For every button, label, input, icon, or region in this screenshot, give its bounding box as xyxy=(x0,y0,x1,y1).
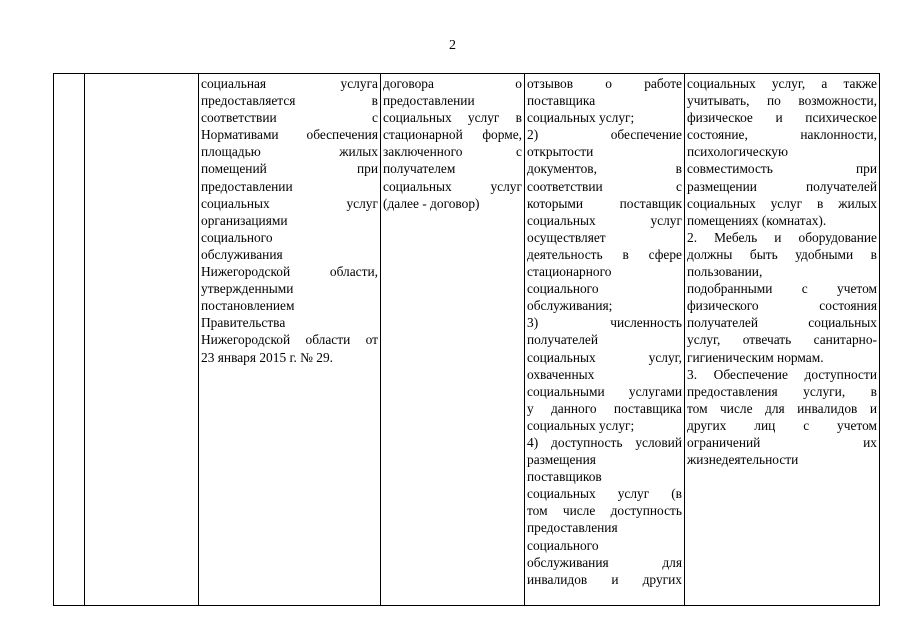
text-line: размещении получателей xyxy=(687,178,877,194)
text-line: других лиц с учетом xyxy=(687,417,877,433)
text-line: постановлением xyxy=(201,298,295,314)
text-line: социальными услугами xyxy=(527,383,682,399)
text-line: социальных услуг xyxy=(527,212,682,228)
text-line: предоставления xyxy=(527,520,618,536)
text-line: получателей xyxy=(527,332,598,348)
text-line: предоставлении xyxy=(201,178,293,194)
text-line: подобранными с учетом xyxy=(687,281,877,297)
text-line: жизнедеятельности xyxy=(687,452,799,468)
text-line: социальных услуг, а также xyxy=(687,76,877,91)
text-line: обслуживания; xyxy=(527,298,613,314)
text-line: получателем xyxy=(383,161,456,177)
text-line: социального xyxy=(527,281,599,297)
text-line: отзывов о работе xyxy=(527,76,682,91)
text-line: помещениях (комнатах). xyxy=(687,212,827,228)
text-line: социального xyxy=(527,537,599,553)
text-line: Нижегородской области, xyxy=(201,264,378,280)
text-line: инвалидов и других xyxy=(527,571,682,587)
table-cell-standard-description xyxy=(199,74,381,606)
text-line: деятельность в сфере xyxy=(527,246,682,262)
text-line: которыми поставщик xyxy=(527,195,682,211)
text-line: физического состояния xyxy=(687,298,877,314)
text-line: социальных услуг, xyxy=(527,349,682,365)
text-line: поставщиков xyxy=(527,469,602,485)
text-line: соответствии с xyxy=(201,110,378,126)
text-line: 2. Мебель и оборудование xyxy=(687,229,877,245)
table-cell-provision-term xyxy=(381,74,525,606)
text-line: утвержденными xyxy=(201,281,294,297)
text-line: у данного поставщика xyxy=(527,400,682,416)
text-line: социальных услуг; xyxy=(527,110,635,126)
text-line: том числе для инвалидов и xyxy=(687,400,877,416)
text-line: договора о xyxy=(383,76,522,91)
text-line: открытости xyxy=(527,144,594,160)
text-line: стационарного xyxy=(527,264,612,280)
text-line: осуществляет xyxy=(527,229,606,245)
text-line: поставщика xyxy=(527,93,596,109)
table-cell-service-name xyxy=(85,74,199,606)
text-line: совместимость при xyxy=(687,161,877,177)
table-cell-number xyxy=(54,74,85,606)
text-line: социальных услуг в xyxy=(383,110,522,126)
text-line: предоставления услуги, в xyxy=(687,383,877,399)
text-line: социальных услуг xyxy=(383,178,522,194)
text-line: ограничений их xyxy=(687,434,877,450)
text-line: пользовании, xyxy=(687,264,763,280)
text-line: обслуживания для xyxy=(527,554,682,570)
text-line: социальных услуг в жилых xyxy=(687,195,877,211)
text-line: соответствии с xyxy=(527,178,682,194)
text-line: 23 января 2015 г. № 29. xyxy=(201,349,334,365)
text-line: 3. Обеспечение доступности xyxy=(687,366,877,382)
text-line: состояние, наклонности, xyxy=(687,127,877,143)
text-line: заключенного с xyxy=(383,144,522,160)
text-line: (далее - договор) xyxy=(383,195,480,211)
text-line: том числе доступность xyxy=(527,503,682,519)
table-cell-quality-indicators xyxy=(525,74,685,606)
text-line: стационарной форме, xyxy=(383,127,522,143)
text-line: 4) доступность условий xyxy=(527,434,682,450)
services-table xyxy=(53,73,880,606)
text-line: предоставляется в xyxy=(201,93,378,109)
text-line: помещений при xyxy=(201,161,378,177)
text-line: обслуживания xyxy=(201,246,283,262)
text-line: гигиеническим нормам. xyxy=(687,349,824,365)
table-row xyxy=(54,74,880,606)
text-line: социальных услуг; xyxy=(527,417,635,433)
text-line: социальная услуга xyxy=(201,76,378,91)
text-line: социального xyxy=(201,229,273,245)
text-line: социальных услуг (в xyxy=(527,486,682,502)
text-line: психологическую xyxy=(687,144,788,160)
text-line: 3) численность xyxy=(527,315,682,331)
text-line: физическое и психическое xyxy=(687,110,877,126)
text-line: Нормативами обеспечения xyxy=(201,127,378,143)
text-line: документов, в xyxy=(527,161,682,177)
text-line: услуг, отвечать санитарно- xyxy=(687,332,877,348)
text-line: площадью жилых xyxy=(201,144,378,160)
text-line: охваченных xyxy=(527,366,595,382)
text-line: социальных услуг xyxy=(201,195,378,211)
text-line: размещения xyxy=(527,452,596,468)
text-line: учитывать, по возможности, xyxy=(687,93,877,109)
text-line: получателей социальных xyxy=(687,315,877,331)
text-line: предоставлении xyxy=(383,93,475,109)
page-number: 2 xyxy=(449,38,456,53)
text-line: 2) обеспечение xyxy=(527,127,682,143)
text-line: должны быть удобными в xyxy=(687,246,877,262)
text-line: Нижегородской области от xyxy=(201,332,378,348)
table-cell-provision-conditions xyxy=(685,74,880,606)
text-line: организациями xyxy=(201,212,288,228)
text-line: Правительства xyxy=(201,315,286,331)
